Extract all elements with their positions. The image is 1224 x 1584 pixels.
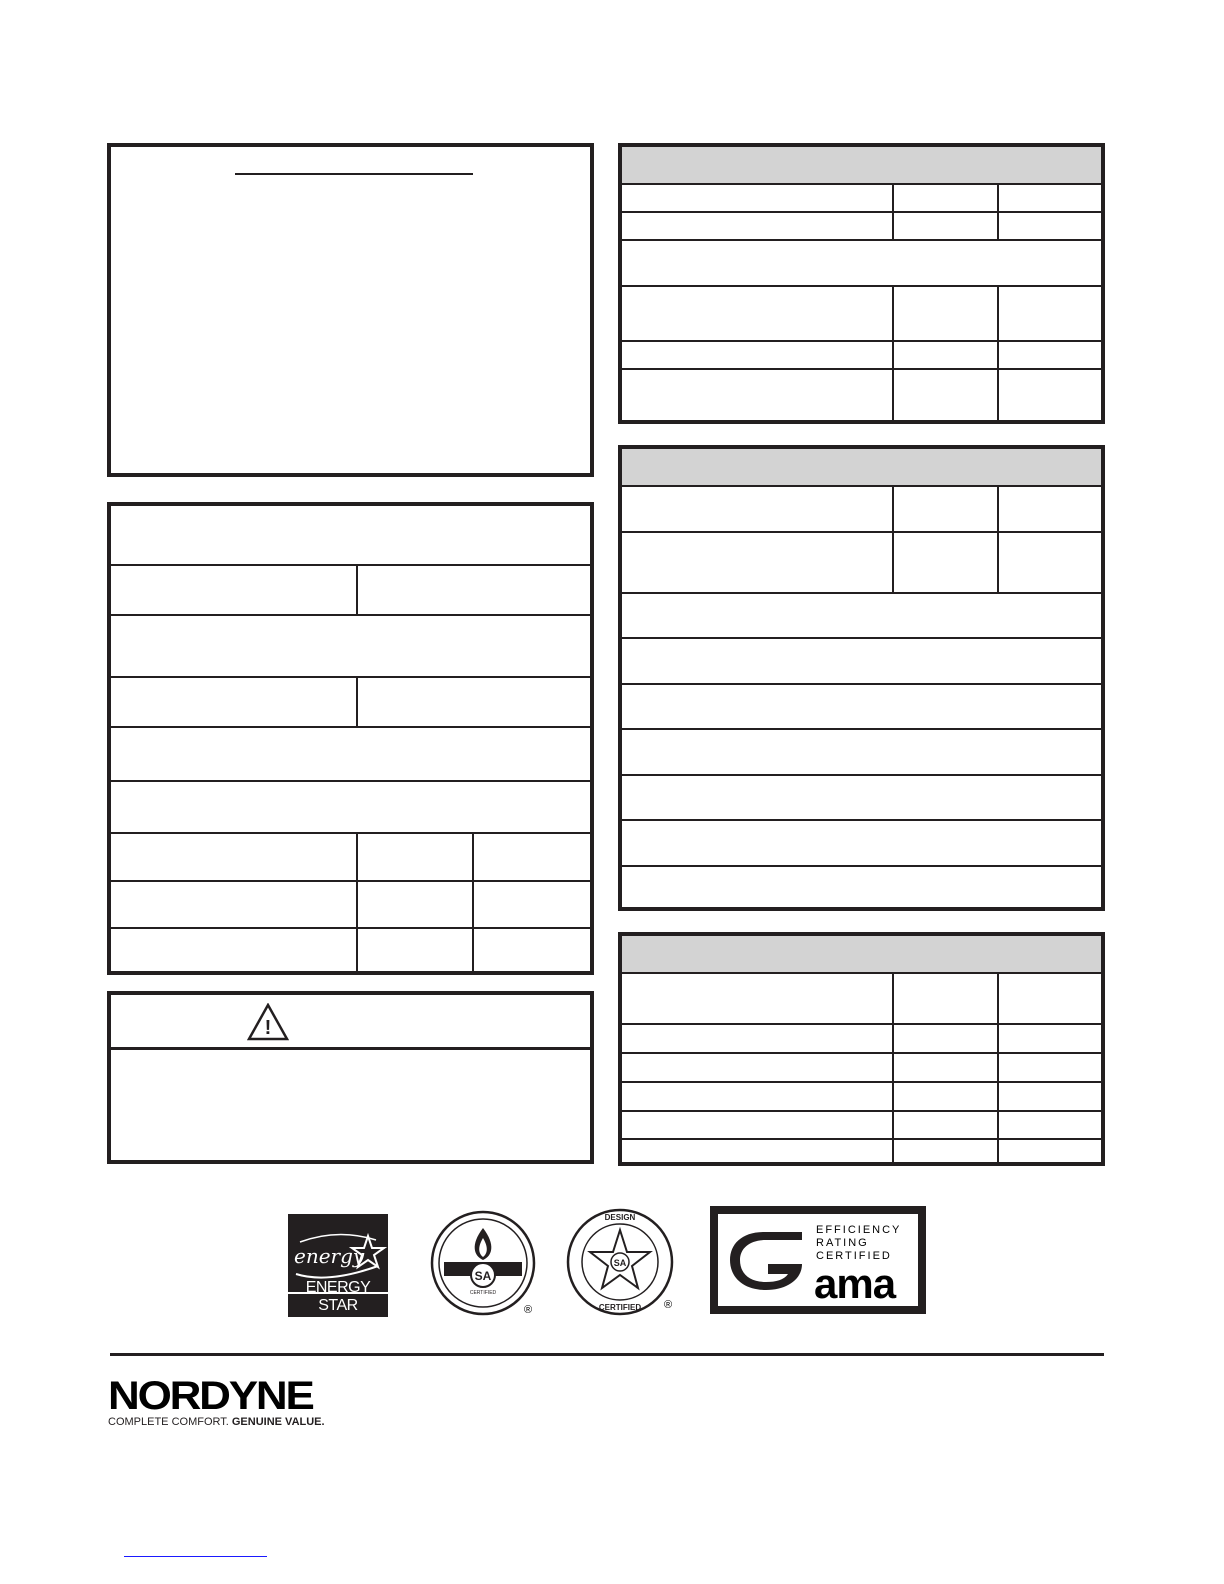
row-divider (111, 927, 590, 929)
right-spec-panel-1 (618, 143, 1105, 424)
row-divider (622, 774, 1101, 776)
design-mark: SA (613, 1258, 627, 1268)
panel-header (622, 147, 1101, 185)
csa-registered-mark: ® (524, 1304, 533, 1316)
row-divider (111, 832, 590, 834)
row-divider (622, 340, 1101, 342)
gama-inner (718, 1214, 918, 1306)
footer-link-underline[interactable] (124, 1556, 267, 1557)
row-divider (622, 211, 1101, 213)
column-divider (356, 676, 358, 726)
design-bottom-text: CERTIFIED (598, 1303, 642, 1312)
row-divider (622, 239, 1101, 241)
row-divider (622, 865, 1101, 867)
csa-flame-icon (430, 1210, 536, 1316)
gama-g-icon (724, 1224, 808, 1296)
column-divider (472, 832, 474, 975)
tagline-regular: COMPLETE COMFORT. (108, 1416, 229, 1428)
tagline-bold: GENUINE VALUE. (231, 1416, 325, 1428)
brand-name: NORDYNE (108, 1374, 313, 1418)
energy-star-label: ENERGY STAR (305, 1279, 371, 1314)
brand-tagline (108, 1416, 325, 1428)
warning-triangle-icon (247, 1003, 289, 1041)
energy-script-text: energy (294, 1244, 365, 1268)
row-divider (111, 780, 590, 782)
left-top-panel (107, 143, 594, 477)
panel-header (622, 936, 1101, 974)
row-divider (622, 592, 1101, 594)
row-divider (111, 676, 590, 678)
row-divider (622, 531, 1101, 533)
column-divider (892, 285, 894, 424)
warning-header-divider (111, 1047, 590, 1050)
design-registered-mark: ® (664, 1299, 673, 1311)
column-divider (356, 832, 358, 975)
column-divider (997, 285, 999, 424)
row-divider (622, 728, 1101, 730)
row-divider (622, 1081, 1101, 1083)
gama-line-2: RATING (816, 1237, 869, 1249)
csa-certified-text: CERTIFIED (469, 1290, 497, 1296)
column-divider (892, 183, 894, 239)
row-divider (622, 368, 1101, 370)
design-top-text: DESIGN (604, 1213, 636, 1222)
gama-logo (710, 1206, 926, 1314)
panel-header (622, 449, 1101, 487)
left-form-panel (107, 502, 594, 975)
column-divider (997, 485, 999, 592)
column-divider (356, 564, 358, 614)
right-spec-panel-3 (618, 932, 1105, 1166)
row-divider (111, 880, 590, 882)
row-divider (622, 1023, 1101, 1025)
row-divider (622, 285, 1101, 287)
column-divider (892, 972, 894, 1166)
right-spec-panel-2 (618, 445, 1105, 911)
column-divider (997, 183, 999, 239)
design-certified-logo (566, 1208, 678, 1320)
energy-star-logo (288, 1214, 388, 1317)
row-divider (622, 1052, 1101, 1054)
csa-certified-logo (430, 1210, 540, 1320)
column-divider (892, 485, 894, 592)
row-divider (111, 726, 590, 728)
design-certified-star-icon (566, 1208, 674, 1316)
warning-symbol: ! (264, 1017, 272, 1039)
gama-word: ama (814, 1260, 896, 1307)
row-divider (111, 564, 590, 566)
row-divider (622, 1110, 1101, 1112)
footer-rule (110, 1353, 1104, 1356)
row-divider (622, 819, 1101, 821)
csa-mark: SA (474, 1269, 492, 1283)
row-divider (111, 614, 590, 616)
row-divider (622, 1138, 1101, 1140)
gama-line-3: CERTIFIED (816, 1250, 892, 1262)
gama-line-1: EFFICIENCY (816, 1224, 902, 1236)
row-divider (622, 683, 1101, 685)
row-divider (622, 637, 1101, 639)
panel-title-underline (235, 173, 473, 175)
column-divider (997, 972, 999, 1166)
warning-panel (107, 991, 594, 1164)
